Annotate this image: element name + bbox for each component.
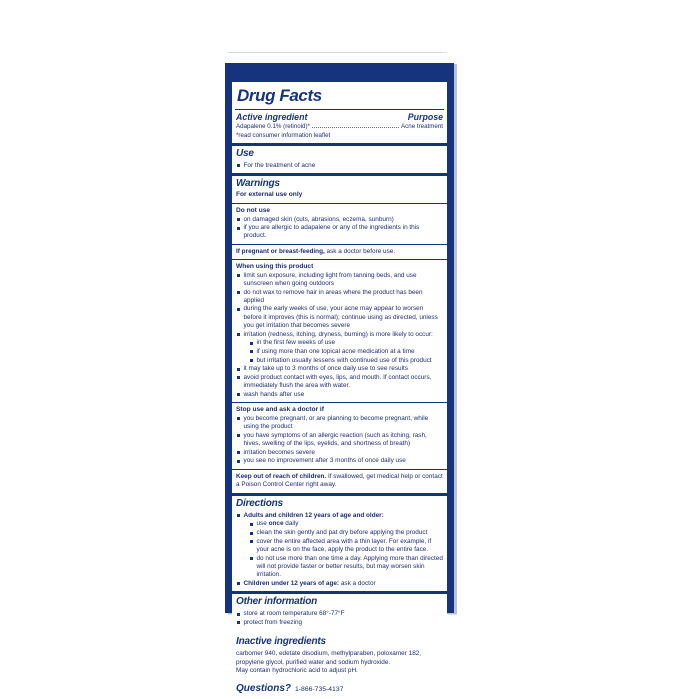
bullet-item bbox=[236, 610, 443, 618]
pregnant-warning-bold: If pregnant or breast-feeding, bbox=[236, 247, 325, 255]
bullet-item-text: you become pregnant, or are planning to become pregnant, while using the product bbox=[243, 414, 429, 431]
panel-use bbox=[232, 146, 447, 173]
dotted-leader bbox=[312, 127, 399, 128]
do-not-use-heading: Do not use bbox=[236, 206, 271, 214]
bullet-square-icon bbox=[237, 333, 240, 336]
bullet-item bbox=[236, 415, 443, 431]
bullet-item bbox=[236, 289, 443, 305]
bullet-square-icon bbox=[250, 359, 253, 362]
bullet-square-icon bbox=[237, 308, 240, 311]
bullet-square-icon bbox=[237, 582, 240, 585]
external-use-only: For external use only bbox=[236, 191, 303, 199]
bullet-item bbox=[236, 162, 443, 170]
other-information-list bbox=[236, 610, 443, 627]
pregnant-warning bbox=[236, 248, 443, 256]
bullet-item-text: you have symptoms of an allergic reaction (such as itching, rash, hives, swelling of the lips, eyelids, and shortness of breath) bbox=[243, 431, 427, 448]
bullet-item bbox=[249, 357, 443, 365]
bullet-square-icon bbox=[237, 368, 240, 371]
bullet-item bbox=[236, 432, 443, 448]
bullet-square-icon bbox=[237, 218, 240, 221]
bullet-square-icon bbox=[237, 274, 240, 277]
bullet-item bbox=[236, 374, 443, 390]
bullet-item bbox=[249, 348, 443, 356]
bullet-item-text: For the treatment of acne bbox=[243, 161, 316, 169]
use-heading: Use bbox=[236, 147, 254, 159]
bullet-item-text: Adults and children 12 years of age and older: bbox=[243, 511, 384, 519]
bullet-item-text: wash hands after use bbox=[243, 390, 305, 398]
bullet-item-text: Children under 12 years of age: ask a doctor bbox=[243, 579, 376, 587]
bullet-item-text: it may take up to 3 months of once daily use to see results bbox=[243, 365, 408, 373]
bullet-item bbox=[236, 224, 443, 240]
bullet-square-icon bbox=[237, 393, 240, 396]
active-ingredient-heading: Active ingredient bbox=[236, 111, 308, 122]
bullet-square-icon bbox=[237, 227, 240, 230]
bullet-item bbox=[236, 272, 443, 288]
bullet-square-icon bbox=[250, 540, 253, 543]
bullet-square-icon bbox=[237, 164, 240, 167]
bullet-item bbox=[236, 331, 443, 339]
section-rule bbox=[232, 402, 447, 403]
bullet-item-text: in the first few weeks of use bbox=[256, 339, 335, 347]
keep-out-of-reach bbox=[236, 473, 443, 489]
bullet-square-icon bbox=[250, 350, 253, 353]
bullet-square-icon bbox=[237, 613, 240, 616]
do-not-use-list bbox=[236, 216, 443, 241]
bullet-item-text: avoid product contact with eyes, lips, and mouth. If contact occurs, immediately flush the area with water. bbox=[243, 373, 432, 390]
drug-facts-title: Drug Facts bbox=[237, 86, 322, 105]
bullet-item-text: on damaged skin (cuts, abrasions, eczema, sunburn) bbox=[243, 215, 394, 223]
inactive-ingredients-line1: carbomer 940, edetate disodium, methylparaben, poloxamer 182, propylene glycol, purified water and sodium hydroxide. bbox=[236, 650, 422, 666]
bullet-item bbox=[249, 555, 443, 580]
bullet-item bbox=[249, 529, 443, 537]
inactive-ingredients-heading: Inactive ingredients bbox=[236, 635, 326, 647]
bullet-item bbox=[249, 520, 443, 528]
bullet-item-text: during the early weeks of use, your acne may appear to worsen before it improves (this is normal); continue using as directed, unless you get irritation that becomes severe bbox=[243, 305, 438, 329]
bullet-square-icon bbox=[237, 417, 240, 420]
stop-use-heading: Stop use and ask a doctor if bbox=[236, 406, 324, 414]
section-rule bbox=[232, 259, 447, 260]
leaflet-footnote: *read consumer information leaflet bbox=[236, 131, 331, 139]
bullet-item-text: use once daily bbox=[256, 520, 299, 528]
section-rule bbox=[232, 244, 447, 245]
bullet-item bbox=[236, 305, 443, 330]
bullet-item-text: you see no improvement after 3 months of once daily use bbox=[243, 457, 406, 465]
bullet-item bbox=[236, 365, 443, 373]
section-rule bbox=[232, 203, 447, 204]
bullet-square-icon bbox=[237, 460, 240, 463]
bullet-square-icon bbox=[250, 532, 253, 535]
purpose-heading: Purpose bbox=[407, 111, 443, 122]
bullet-item bbox=[249, 339, 443, 347]
bullet-square-icon bbox=[250, 342, 253, 345]
bullet-item-text: irritation becomes severe bbox=[243, 448, 315, 456]
use-list bbox=[236, 162, 443, 170]
bullet-item bbox=[236, 391, 443, 399]
questions-phone-number: 1-866-735-4137 bbox=[295, 685, 344, 693]
bullet-item-text: but irritation usually lessens with continued use of this product bbox=[256, 356, 432, 364]
title-rule bbox=[235, 109, 444, 110]
bullet-square-icon bbox=[237, 514, 240, 517]
bullet-item-text: do not wax to remove hair in areas where the product has been applied bbox=[243, 288, 423, 304]
bullet-item bbox=[236, 580, 443, 588]
section-rule bbox=[232, 469, 447, 470]
bullet-item bbox=[236, 619, 443, 627]
panel-title-active-ingredient bbox=[232, 82, 447, 143]
bullet-item-text: store at room temperature 68°-77°F bbox=[243, 610, 345, 618]
keep-out-bold: Keep out of reach of children. bbox=[236, 472, 327, 480]
panel-questions bbox=[232, 681, 447, 699]
warnings-heading: Warnings bbox=[236, 178, 280, 190]
bullet-item bbox=[236, 216, 443, 224]
purpose-value: Acne treatment bbox=[401, 123, 443, 130]
bullet-item bbox=[236, 449, 443, 457]
directions-heading: Directions bbox=[236, 497, 283, 509]
bullet-item-text: if using more than one topical acne medication at a time bbox=[256, 347, 415, 355]
questions-heading: Questions? bbox=[236, 682, 292, 694]
when-using-heading: When using this product bbox=[236, 262, 314, 270]
bullet-item-text: if you are allergic to adapalene or any of the ingredients in this product. bbox=[243, 224, 420, 240]
bullet-item-text: cover the entire affected area with a thin layer. For example, if your acne is on the face, apply the product to the entire face. bbox=[256, 537, 432, 554]
bullet-item-text: do not use more than one time a day. Applying more than directed will not provide faster or better results, but may worsen skin irritation. bbox=[256, 554, 443, 579]
drug-facts-carton-panel bbox=[225, 63, 454, 694]
bullet-square-icon bbox=[237, 376, 240, 379]
when-using-list bbox=[236, 272, 443, 399]
bullet-item bbox=[236, 512, 443, 520]
bullet-square-icon bbox=[237, 291, 240, 294]
bullet-item-text: clean the skin gently and pat dry before applying the product bbox=[256, 529, 428, 537]
other-information-heading: Other information bbox=[236, 596, 318, 608]
bullet-item bbox=[249, 538, 443, 554]
panel-warnings bbox=[232, 176, 447, 493]
inactive-ingredients-line2: May contain hydrochloric acid to adjust pH. bbox=[236, 666, 358, 674]
bullet-item-text: limit sun exposure, including light from tanning beds, and use sunscreen when going outdoors bbox=[243, 271, 417, 287]
panel-inactive-ingredients bbox=[232, 634, 447, 678]
stop-use-list bbox=[236, 415, 443, 466]
keep-out-text: If swallowed, get medical help or contact a Poison Control Center right away. bbox=[236, 472, 443, 488]
active-ingredient-name: Adapalene 0.1% (retinoid)* bbox=[236, 123, 310, 130]
carton-top-edge-line bbox=[227, 52, 447, 53]
bullet-item-text: irritation (redness, itching, dryness, burning) is more likely to occur: bbox=[243, 330, 433, 338]
bullet-item-text: protect from freezing bbox=[243, 618, 303, 626]
bullet-square-icon bbox=[250, 557, 253, 560]
bullet-square-icon bbox=[237, 434, 240, 437]
bullet-square-icon bbox=[250, 523, 253, 526]
pregnant-warning-text: ask a doctor before use. bbox=[324, 247, 396, 255]
directions-list bbox=[236, 512, 443, 588]
bullet-item bbox=[236, 457, 443, 465]
panel-other-information bbox=[232, 594, 447, 630]
bullet-square-icon bbox=[237, 621, 240, 624]
panel-directions bbox=[232, 496, 447, 591]
bullet-square-icon bbox=[237, 451, 240, 454]
